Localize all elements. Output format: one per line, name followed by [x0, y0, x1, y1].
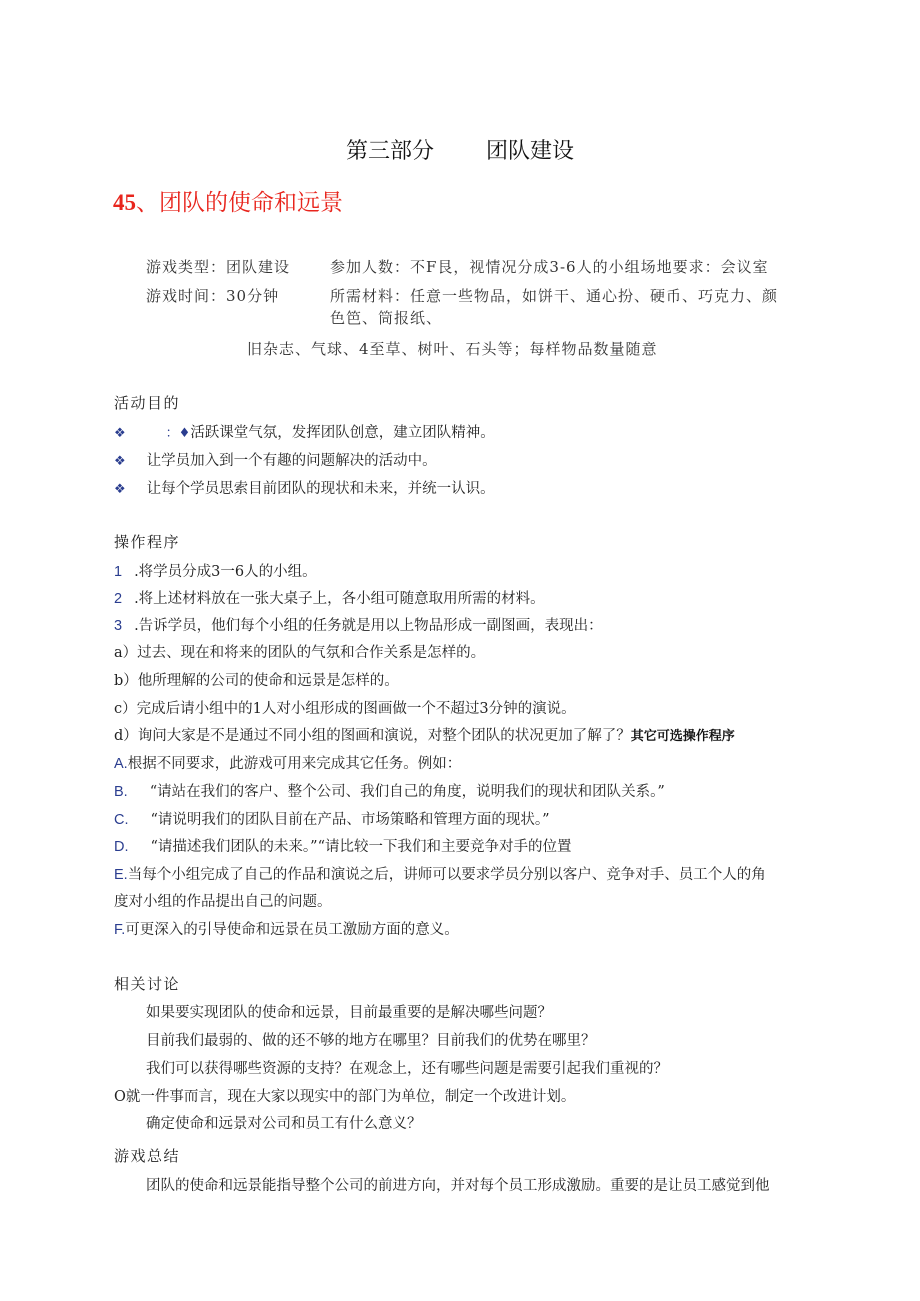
- game-time: 游戏时间：30分钟: [146, 287, 280, 305]
- game-title-sep: 、: [136, 190, 159, 216]
- procedure-option: [114, 835, 572, 856]
- purpose-text: 让每个学员思索目前团队的现状和未来，并统一认识。: [146, 481, 495, 497]
- materials-line-2: 色笆、筒报纸、: [330, 309, 443, 327]
- step-text: .将学员分成3一6人的小组。: [134, 564, 317, 580]
- procedure-option: [114, 808, 550, 829]
- option-label: D.: [114, 839, 129, 855]
- purpose-heading: 活动目的: [114, 394, 181, 412]
- option-text: 根据不同要求，此游戏可用来完成其它任务。例如：: [127, 756, 462, 772]
- discussion-item: O就一件事而言，现在大家以现实中的部门为单位，制定一个改进计划。: [114, 1089, 576, 1105]
- sub-text: 他所理解的公司的使命和远景是怎样的。: [137, 673, 399, 689]
- option-label: E.: [114, 867, 128, 883]
- game-title-text: 团队的使命和远景: [159, 190, 343, 216]
- option-text: 可更深入的引导使命和远景在员工激励方面的意义。: [125, 922, 459, 938]
- option-label: A.: [114, 756, 128, 772]
- optional-procedure-label: 其它可选操作程序: [630, 728, 735, 743]
- option-text: “请说明我们的团队目前在产品、市场策略和管理方面的现状。”: [150, 812, 550, 828]
- part-name: 团队建设: [486, 139, 575, 164]
- discussion-item: 确定使命和远景对公司和员工有什么意义？: [146, 1116, 422, 1132]
- materials-line-1: 所需材料：任意一些物品，如饼干、通心扮、硬币、巧克力、颜: [330, 287, 779, 305]
- summary-text: 团队的使命和远景能指导整个公司的前进方向，并对每个员工形成激励。重要的是让员工感觉到他: [146, 1178, 770, 1194]
- option-text: 当每个小组完成了自己的作品和演说之后，讲师可以要求学员分别以客户、竞争对手、员工个人的角: [127, 867, 766, 883]
- procedure-option: [114, 863, 766, 884]
- procedure-heading: 操作程序: [114, 533, 181, 551]
- sub-text: 完成后请小组中的1人对小组形成的图画做一个不超过3分钟的演说。: [136, 701, 576, 717]
- purpose-prefix: ：♦: [165, 426, 191, 441]
- materials-line-3: 旧杂志、气球、4至草、树叶、石头等；每样物品数量随意: [247, 340, 658, 358]
- diamond-bullet-icon: ❖: [114, 454, 126, 469]
- procedure-step: [114, 560, 317, 581]
- purpose-item: [114, 477, 495, 498]
- procedure-option: [114, 780, 665, 801]
- procedure-option: [114, 752, 461, 773]
- option-label: B.: [114, 784, 128, 800]
- sub-label: b）: [114, 673, 138, 689]
- procedure-option-continued: 度对小组的作品提出自己的问题。: [114, 894, 332, 910]
- step-text: .告诉学员，他们每个小组的任务就是用以上物品形成一副图画，表现出：: [134, 618, 603, 634]
- diamond-bullet-icon: ❖: [114, 426, 126, 441]
- game-number: 45: [113, 190, 136, 215]
- participant-count: 参加人数：不F艮，视情况分成3-6人的小组场地要求：会议室: [330, 258, 769, 276]
- procedure-option: [114, 918, 459, 939]
- purpose-text: 活跃课堂气氛，发挥团队创意，建立团队精神。: [190, 425, 495, 441]
- discussion-item: 目前我们最弱的、做的还不够的地方在哪里？目前我们的优势在哪里？: [146, 1033, 596, 1049]
- procedure-step: [114, 614, 603, 635]
- option-text: “请站在我们的客户、整个公司、我们自己的角度，说明我们的现状和团队关系。”: [149, 784, 665, 800]
- sub-text: 过去、现在和将来的团队的气氛和合作关系是怎样的。: [137, 645, 486, 661]
- discussion-item: 如果要实现团队的使命和远景，目前最重要的是解决哪些问题？: [146, 1005, 552, 1021]
- discussion-item: 我们可以获得哪些资源的支持？在观念上，还有哪些问题是需要引起我们重视的？: [146, 1061, 668, 1077]
- purpose-text: 让学员加入到一个有趣的问题解决的活动中。: [146, 453, 437, 469]
- purpose-item: [114, 421, 495, 442]
- purpose-item: [114, 449, 437, 470]
- option-text: “请描述我们团队的未来。”“请比较一下我们和主要竞争对手的位置: [150, 839, 572, 855]
- procedure-sub-item: [114, 669, 399, 690]
- step-number: 3: [114, 618, 123, 634]
- sub-label: d）: [114, 728, 138, 744]
- game-type: 游戏类型：团队建设: [146, 258, 291, 276]
- game-title: [113, 184, 343, 217]
- step-number: 1: [114, 564, 123, 580]
- diamond-bullet-icon: ❖: [114, 482, 126, 497]
- sub-label: a）: [114, 645, 138, 661]
- step-text: .将上述材料放在一张大桌子上，各小组可随意取用所需的材料。: [134, 591, 545, 607]
- option-label: C.: [114, 812, 129, 828]
- summary-heading: 游戏总结: [114, 1147, 181, 1165]
- procedure-sub-item: [114, 724, 735, 745]
- procedure-sub-item: [114, 697, 576, 718]
- part-number: 第三部分: [345, 139, 434, 164]
- part-title: [0, 134, 920, 165]
- procedure-step: [114, 587, 545, 608]
- discussion-heading: 相关讨论: [114, 975, 181, 993]
- sub-text: 询问大家是不是通过不同小组的图画和演说，对整个团队的状况更加了解了？: [137, 728, 631, 744]
- sub-label: c）: [114, 701, 137, 717]
- procedure-sub-item: [114, 641, 485, 662]
- step-number: 2: [114, 591, 123, 607]
- option-label: F.: [114, 922, 126, 938]
